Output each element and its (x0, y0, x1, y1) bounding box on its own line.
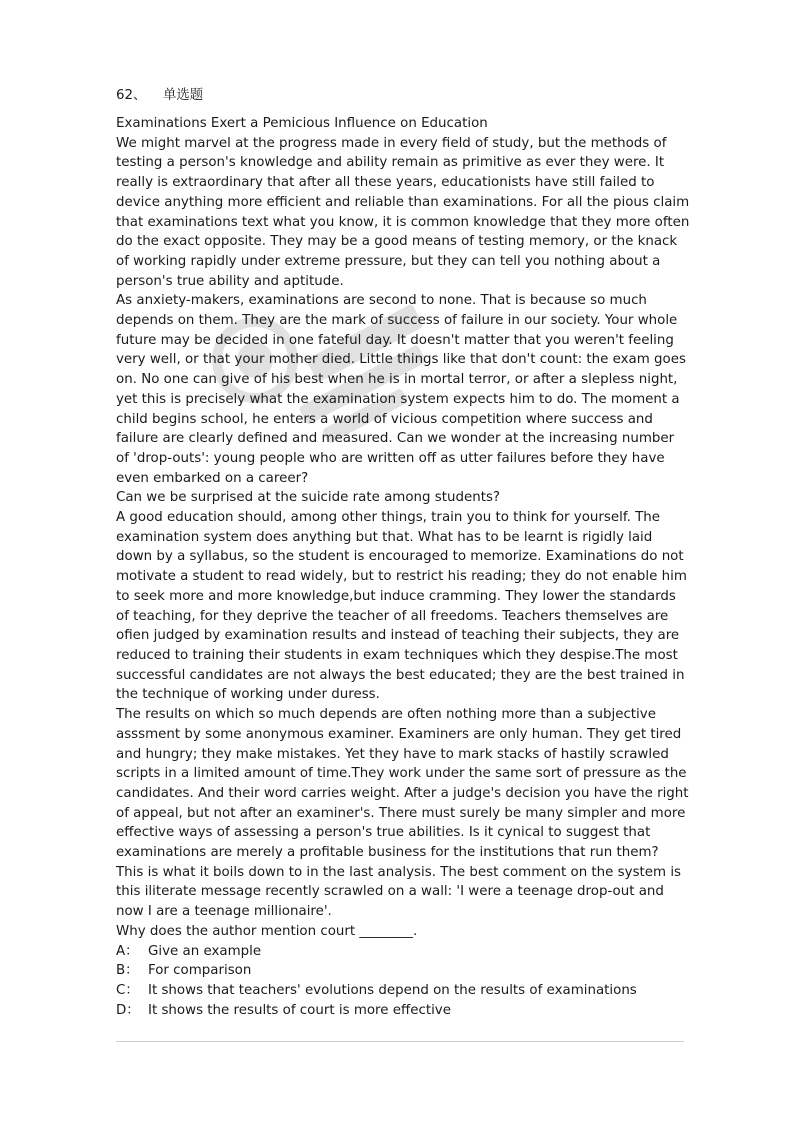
article-paragraph-5: The results on which so much depends are often nothing more than a subjective asssment by some anonymous examiner. Examiners are only human. They get tired and hungry; they make mistakes. Yet they have to mark stacks of hastily scrawled scripts in a limited amount of time.They work under the same sort of pressure as the candidates. And their word carries weight. After a judge's decision you have the right of appeal, but not after an examiner's. There must surely be many simpler and more effective ways of assessing a person's true abilities. Is it cynical to suggest that examinations are merely a profitable business for the institutions that run them? This is what it boils down to in the last analysis. The best comment on the system is this iliterate message recently scrawled on a wall: 'I were a teenage drop-out and now I are a teenage millionaire'. (116, 707, 689, 920)
article-paragraph-3: Can we be surprised at the suicide rate among students? (116, 490, 501, 506)
option-c-letter: C： (116, 982, 139, 998)
option-d-text: It shows the results of court is more effective (148, 1002, 451, 1018)
option-a[interactable] (116, 942, 690, 962)
article-title: Examinations Exert a Pemicious Influence on Education (116, 116, 488, 131)
footer-divider (116, 1041, 684, 1042)
question-header (116, 86, 690, 106)
option-b-text: For comparison (148, 963, 252, 979)
option-d[interactable] (116, 1001, 690, 1021)
option-c[interactable] (116, 981, 690, 1001)
document-page (116, 86, 690, 1020)
article-paragraph-2: As anxiety-makers, examinations are second to none. That is because so much depends on them. They are the mark of success of failure in our society. Your whole future may be decided in one fateful day. It doesn't matter that you weren't feeling very well, or that your mother died. Little things like that don't count: the exam goes on. No one can give of his best when he is in mortal terror, or after a slepless night, yet this is precisely what the examination system expects him to do. The moment a child begins school, he enters a world of vicious competition where success and failure are clearly defined and measured. Can we wonder at the increasing number of 'drop-outs': young people who are written off as utter failures before they have even embarked on a career? (116, 293, 686, 486)
option-c-text: It shows that teachers' evolutions depend on the results of examinations (148, 982, 637, 998)
question-number: 62、 (116, 88, 147, 103)
question-type: 单选题 (162, 88, 204, 103)
option-a-letter: A： (116, 943, 139, 959)
question-prompt: Why does the author mention court ________. (116, 923, 418, 939)
option-b[interactable] (116, 961, 690, 981)
option-d-letter: D： (116, 1002, 140, 1018)
option-a-text: Give an example (148, 943, 262, 959)
article-paragraph-4: A good education should, among other things, train you to think for yourself. The examination system does anything but that. What has to be learnt is rigidly laid down by a syllabus, so the student is encouraged to memorize. Examinations do not motivate a student to read widely, but to restrict his reading; they do not enable him to seek more and more knowledge,but induce cramming. They lower the standards of teaching, for they deprive the teacher of all freedoms. Teachers themselves are ofien judged by examination results and instead of teaching their subjects, they are reduced to training their students in exam techniques which they despise.The most successful candidates are not always the best educated; they are the best trained in the technique of working under duress. (116, 510, 687, 703)
option-b-letter: B： (116, 963, 139, 979)
article-paragraph-1: We might marvel at the progress made in every field of study, but the methods of testing a person's knowledge and ability remain as primitive as ever they were. It really is extraordinary that after all these years, educationists have still failed to device anything more efficient and reliable than examinations. For all the pious claim that examinations text what you know, it is common knowledge that they more often do the exact opposite. They may be a good means of testing memory, or the knack of working rapidly under extreme pressure, but they can tell you nothing about a person's true ability and aptitude. (116, 135, 690, 289)
